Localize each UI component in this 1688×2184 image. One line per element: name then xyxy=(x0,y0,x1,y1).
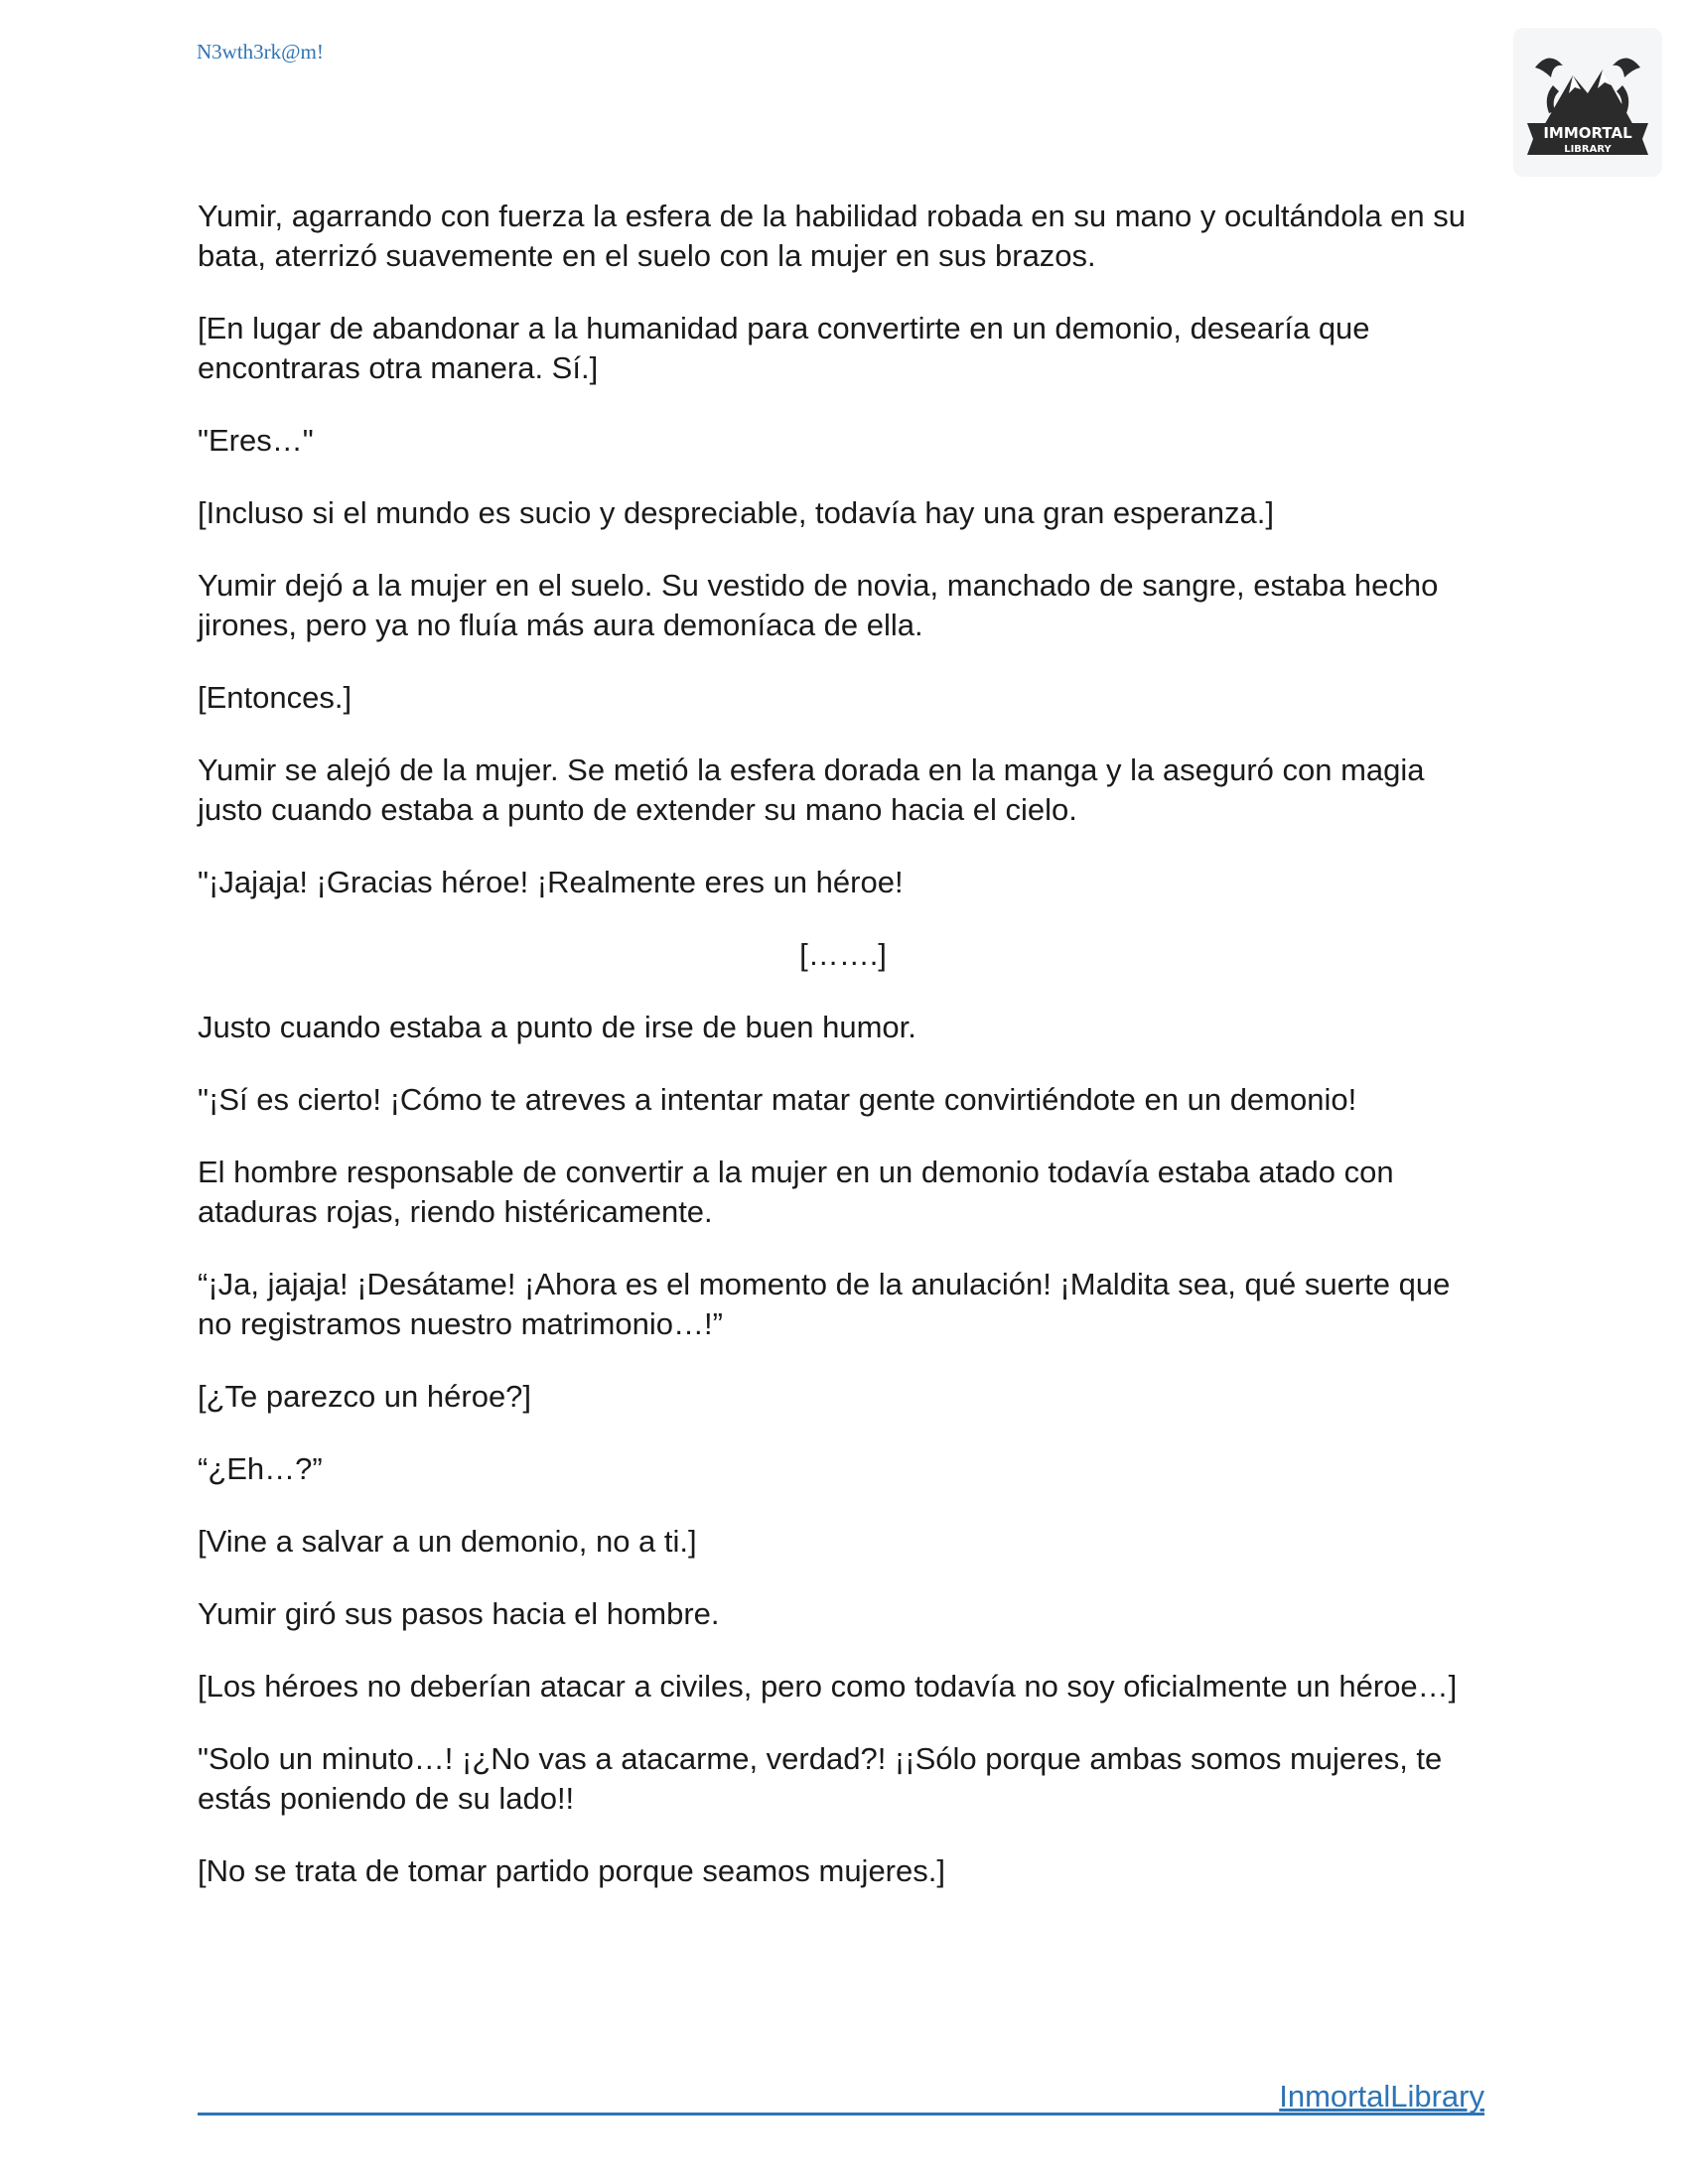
logo-text-bottom: LIBRARY xyxy=(1564,144,1612,155)
paragraph: Yumir dejó a la mujer en el suelo. Su vestido de novia, manchado de sangre, estaba hecho jirones, pero ya no fluía más aura demoníaca de ella. xyxy=(198,568,1439,642)
paragraph: Justo cuando estaba a punto de irse de buen humor. xyxy=(198,1010,916,1044)
paragraph: [Incluso si el mundo es sucio y despreciable, todavía hay una gran esperanza.] xyxy=(198,495,1274,530)
paragraph: [Entonces.] xyxy=(198,680,352,715)
paragraph: [No se trata de tomar partido porque seamos mujeres.] xyxy=(198,1853,945,1888)
paragraph: Yumir se alejó de la mujer. Se metió la esfera dorada en la manga y la aseguró con magia justo cuando estaba a punto de extender su mano hacia el cielo. xyxy=(198,752,1425,827)
paragraph: "Solo un minuto…! ¡¿No vas a atacarme, verdad?! ¡¡Sólo porque ambas somos mujeres, te estás poniendo de su lado!! xyxy=(198,1741,1443,1816)
paragraph: El hombre responsable de convertir a la mujer en un demonio todavía estaba atado con ataduras rojas, riendo histéricamente. xyxy=(198,1155,1394,1229)
logo-text-top: IMMORTAL xyxy=(1543,124,1632,142)
paragraph: "¡Jajaja! ¡Gracias héroe! ¡Realmente eres un héroe! xyxy=(198,865,904,899)
footer-library-link[interactable]: InmortalLibrary xyxy=(1279,2079,1484,2114)
paragraph: Yumir giró sus pasos hacia el hombre. xyxy=(198,1596,720,1631)
paragraph: [Los héroes no deberían atacar a civiles, pero como todavía no soy oficialmente un héroe…] xyxy=(198,1669,1458,1704)
immortal-library-logo xyxy=(1513,28,1662,177)
paragraph: “¡Ja, jajaja! ¡Desátame! ¡Ahora es el momento de la anulación! ¡Maldita sea, qué suerte que no registramos nuestro matrimonio…!” xyxy=(198,1267,1451,1341)
header-tag: N3wth3rk@m! xyxy=(197,40,324,64)
paragraph: [En lugar de abandonar a la humanidad para convertirte en un demonio, desearía que encontraras otra manera. Sí.] xyxy=(198,311,1370,385)
paragraph: [Vine a salvar a un demonio, no a ti.] xyxy=(198,1524,697,1559)
logo-emblem-icon xyxy=(1513,28,1662,177)
paragraph: Yumir, agarrando con fuerza la esfera de la habilidad robada en su mano y ocultándola en su bata, aterrizó suavemente en el suelo con la mujer en sus brazos. xyxy=(198,199,1467,273)
paragraph: […….] xyxy=(799,937,887,972)
paragraph: "Eres…" xyxy=(198,423,314,458)
paragraph: [¿Te parezco un héroe?] xyxy=(198,1379,532,1414)
document-body xyxy=(198,197,1488,1924)
paragraph: “¿Eh…?” xyxy=(198,1451,323,1486)
paragraph: "¡Sí es cierto! ¡Cómo te atreves a intentar matar gente convirtiéndote en un demonio! xyxy=(198,1082,1357,1117)
